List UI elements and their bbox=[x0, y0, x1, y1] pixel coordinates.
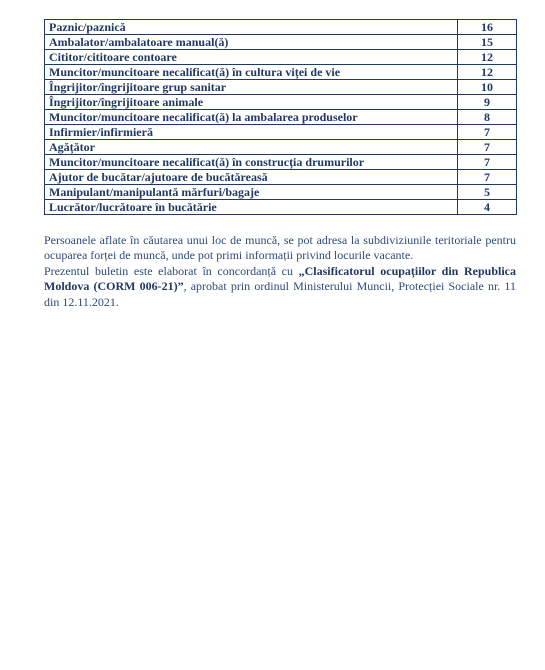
vacancies-cell: 12 bbox=[458, 50, 517, 65]
occupation-cell: Îngrijitor/îngrijitoare animale bbox=[45, 95, 458, 110]
job-seekers-note: Persoanele aflate în căutarea unui loc de muncă, se pot adresa la subdiviziunile teritoriale pentru ocuparea forței de muncă, unde pot primi informații privind locurile vacante. bbox=[44, 233, 516, 263]
table-row bbox=[45, 155, 517, 170]
occupation-cell: Muncitor/muncitoare necalificat(ă) în construcția drumurilor bbox=[45, 155, 458, 170]
table-row bbox=[45, 140, 517, 155]
vacancies-cell: 10 bbox=[458, 80, 517, 95]
vacancies-cell: 7 bbox=[458, 125, 517, 140]
table-row bbox=[45, 20, 517, 35]
table-row bbox=[45, 95, 517, 110]
occupation-cell: Paznic/paznică bbox=[45, 20, 458, 35]
occupation-cell: Muncitor/muncitoare necalificat(ă) la ambalarea produselor bbox=[45, 110, 458, 125]
occupation-cell: Lucrător/lucrătoare în bucătărie bbox=[45, 200, 458, 215]
table-row bbox=[45, 110, 517, 125]
vacancies-cell: 7 bbox=[458, 170, 517, 185]
occupation-cell: Îngrijitor/îngrijitoare grup sanitar bbox=[45, 80, 458, 95]
vacancies-table bbox=[44, 19, 517, 215]
classifier-note bbox=[44, 264, 516, 310]
vacancies-cell: 7 bbox=[458, 155, 517, 170]
classifier-note-prefix: Prezentul buletin este elaborat în concordanță cu bbox=[44, 263, 299, 278]
vacancies-cell: 5 bbox=[458, 185, 517, 200]
occupation-cell: Cititor/cititoare contoare bbox=[45, 50, 458, 65]
table-row bbox=[45, 65, 517, 80]
vacancies-cell: 16 bbox=[458, 20, 517, 35]
occupation-cell: Infirmier/infirmieră bbox=[45, 125, 458, 140]
classifier-title: „Clasificatorul ocupațiilor din Republica Moldova (CORM 006-21)” bbox=[44, 263, 516, 294]
vacancies-cell: 4 bbox=[458, 200, 517, 215]
table-row bbox=[45, 50, 517, 65]
occupation-cell: Manipulant/manipulantă mărfuri/bagaje bbox=[45, 185, 458, 200]
table-row bbox=[45, 200, 517, 215]
occupation-cell: Ajutor de bucătar/ajutoare de bucătăreasă bbox=[45, 170, 458, 185]
vacancies-cell: 15 bbox=[458, 35, 517, 50]
table-row bbox=[45, 170, 517, 185]
vacancies-table-body bbox=[45, 20, 517, 215]
vacancies-cell: 7 bbox=[458, 140, 517, 155]
notes-section bbox=[44, 233, 516, 310]
vacancies-cell: 8 bbox=[458, 110, 517, 125]
vacancies-cell: 12 bbox=[458, 65, 517, 80]
occupation-cell: Muncitor/muncitoare necalificat(ă) în cultura viței de vie bbox=[45, 65, 458, 80]
table-row bbox=[45, 185, 517, 200]
classifier-note-suffix: , aprobat prin ordinul Ministerului Muncii, Protecției Sociale nr. 11 din 12.11.2021. bbox=[44, 279, 516, 309]
table-row bbox=[45, 80, 517, 95]
occupation-cell: Ambalator/ambalatoare manual(ă) bbox=[45, 35, 458, 50]
table-row bbox=[45, 125, 517, 140]
occupation-cell: Agățător bbox=[45, 140, 458, 155]
table-row bbox=[45, 35, 517, 50]
vacancies-cell: 9 bbox=[458, 95, 517, 110]
